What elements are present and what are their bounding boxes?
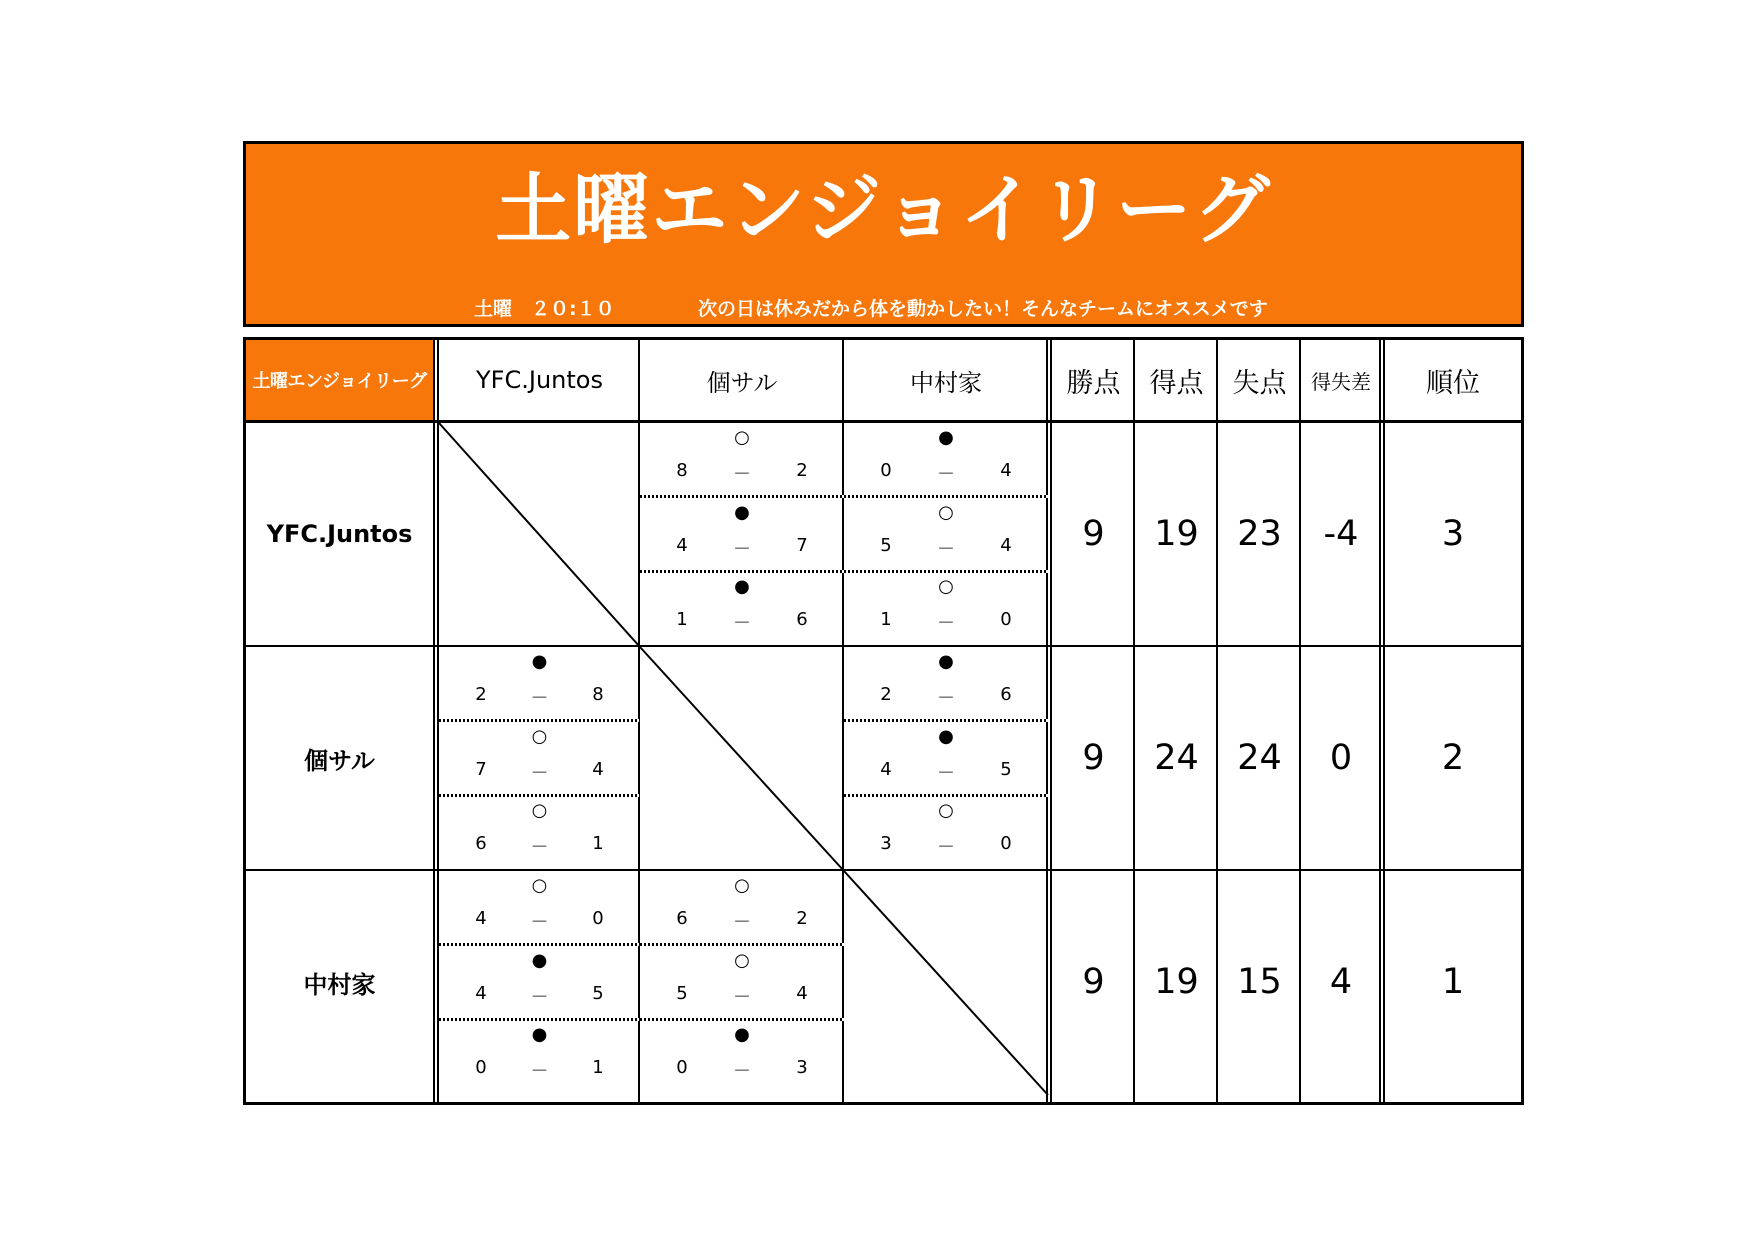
column-header-stat: 順位 bbox=[1426, 367, 1480, 399]
score-dash: － bbox=[733, 538, 751, 560]
column-header-stat: 勝点 bbox=[1066, 367, 1121, 399]
score-dash: － bbox=[530, 912, 549, 933]
match-result bbox=[640, 423, 844, 498]
score-home: 2 bbox=[880, 684, 892, 705]
match-score bbox=[439, 908, 640, 934]
goals-for-value: 19 bbox=[1154, 962, 1199, 1002]
match-result bbox=[439, 946, 640, 1021]
score-dash: － bbox=[937, 538, 955, 560]
match-result bbox=[439, 871, 640, 946]
score-home: 5 bbox=[676, 982, 688, 1004]
result-mark: ● bbox=[938, 725, 954, 747]
match-result bbox=[640, 871, 844, 946]
match-score bbox=[640, 983, 844, 1009]
points-value: 9 bbox=[1082, 738, 1105, 778]
score-away: 5 bbox=[1000, 758, 1012, 780]
result-mark: ● bbox=[734, 501, 750, 523]
goals-against-value: 15 bbox=[1237, 962, 1282, 1002]
result-mark: ○ bbox=[938, 501, 954, 523]
match-score bbox=[640, 460, 844, 486]
rank-value: 1 bbox=[1441, 962, 1465, 1002]
league-banner bbox=[243, 141, 1524, 327]
match-result bbox=[640, 498, 844, 573]
score-dash: － bbox=[733, 464, 751, 485]
score-dash: － bbox=[937, 688, 955, 709]
score-home: 6 bbox=[475, 833, 487, 854]
match-score bbox=[640, 535, 844, 561]
rank-value: 3 bbox=[1441, 514, 1465, 554]
score-home: 4 bbox=[676, 534, 688, 556]
match-score bbox=[640, 908, 844, 934]
goals-for-value: 19 bbox=[1154, 514, 1199, 554]
score-home: 6 bbox=[676, 908, 688, 929]
score-home: 2 bbox=[475, 684, 487, 705]
score-home: 7 bbox=[475, 758, 487, 780]
self-match-diagonal bbox=[640, 647, 844, 871]
score-dash: － bbox=[937, 613, 955, 634]
score-away: 0 bbox=[592, 908, 604, 929]
score-away: 4 bbox=[1000, 534, 1012, 556]
score-away: 5 bbox=[592, 982, 604, 1004]
match-result bbox=[439, 647, 640, 722]
result-mark: ○ bbox=[938, 800, 954, 821]
match-score bbox=[844, 833, 1048, 859]
score-dash: － bbox=[733, 1061, 751, 1082]
match-result bbox=[439, 722, 640, 797]
standings-table bbox=[243, 337, 1524, 1105]
score-home: 0 bbox=[880, 460, 892, 481]
match-score bbox=[844, 609, 1048, 635]
goals-for-value: 24 bbox=[1154, 738, 1199, 778]
match-result bbox=[844, 647, 1048, 722]
result-mark: ● bbox=[531, 651, 548, 672]
match-score bbox=[844, 759, 1048, 785]
score-away: 6 bbox=[1000, 684, 1012, 705]
match-score bbox=[844, 535, 1048, 561]
score-away: 8 bbox=[592, 684, 604, 705]
score-dash: － bbox=[530, 1061, 549, 1082]
row-team-name: YFC.Juntos bbox=[266, 520, 413, 548]
match-result bbox=[844, 796, 1048, 871]
score-dash: － bbox=[733, 613, 751, 634]
result-mark: ○ bbox=[938, 576, 954, 597]
score-dash: － bbox=[937, 464, 955, 485]
score-dash: － bbox=[530, 986, 549, 1008]
self-match-diagonal bbox=[844, 871, 1048, 1095]
match-result bbox=[640, 572, 844, 647]
match-result bbox=[640, 946, 844, 1021]
score-away: 4 bbox=[592, 758, 604, 780]
score-dash: － bbox=[530, 688, 549, 709]
match-score bbox=[439, 833, 640, 859]
score-away: 4 bbox=[796, 982, 808, 1004]
score-away: 0 bbox=[1000, 609, 1012, 630]
result-mark: ● bbox=[734, 1024, 750, 1045]
score-away: 4 bbox=[1000, 460, 1012, 481]
score-away: 1 bbox=[592, 1057, 604, 1078]
rank-value: 2 bbox=[1441, 738, 1465, 778]
score-dash: － bbox=[530, 837, 549, 858]
goal-diff-value: -4 bbox=[1323, 514, 1359, 554]
score-home: 0 bbox=[676, 1057, 688, 1078]
result-mark: ○ bbox=[734, 949, 750, 971]
score-dash: － bbox=[937, 837, 955, 858]
goals-against-value: 24 bbox=[1237, 738, 1282, 778]
score-dash: － bbox=[530, 762, 549, 784]
result-mark: ○ bbox=[531, 875, 548, 896]
column-header-team: YFC.Juntos bbox=[476, 366, 603, 394]
score-home: 1 bbox=[676, 609, 688, 630]
column-header-team: 個サル bbox=[706, 368, 778, 397]
match-score bbox=[640, 1057, 844, 1083]
match-score bbox=[844, 684, 1048, 710]
corner-label: 土曜エンジョイリーグ bbox=[246, 340, 433, 420]
points-value: 9 bbox=[1082, 514, 1105, 554]
goals-against-value: 23 bbox=[1237, 514, 1282, 554]
result-mark: ○ bbox=[734, 427, 750, 448]
score-dash: － bbox=[733, 986, 751, 1008]
points-value: 9 bbox=[1082, 962, 1105, 1002]
score-dash: － bbox=[733, 912, 751, 933]
score-home: 0 bbox=[475, 1057, 487, 1078]
score-away: 0 bbox=[1000, 833, 1012, 854]
match-score bbox=[439, 983, 640, 1009]
result-mark: ○ bbox=[531, 725, 548, 747]
score-away: 7 bbox=[796, 534, 808, 556]
score-away: 2 bbox=[796, 460, 808, 481]
match-score bbox=[439, 759, 640, 785]
score-away: 1 bbox=[592, 833, 604, 854]
match-score bbox=[439, 1057, 640, 1083]
score-away: 6 bbox=[796, 609, 808, 630]
league-schedule: 土曜 ２０:１０ bbox=[474, 298, 615, 320]
match-result bbox=[439, 796, 640, 871]
league-title: 土曜エンジョイリーグ bbox=[495, 165, 1272, 254]
column-header-stat: 失点 bbox=[1232, 367, 1287, 399]
match-score bbox=[439, 684, 640, 710]
match-result bbox=[844, 572, 1048, 647]
score-home: 8 bbox=[676, 460, 688, 481]
result-mark: ● bbox=[938, 427, 954, 448]
match-result bbox=[844, 498, 1048, 573]
match-result bbox=[439, 1020, 640, 1095]
match-result bbox=[844, 423, 1048, 498]
result-mark: ● bbox=[734, 576, 750, 597]
score-home: 1 bbox=[880, 609, 892, 630]
self-match-diagonal bbox=[439, 423, 640, 647]
match-result bbox=[844, 722, 1048, 797]
result-mark: ○ bbox=[531, 800, 548, 821]
result-mark: ● bbox=[938, 651, 954, 672]
score-away: 2 bbox=[796, 908, 808, 929]
score-dash: － bbox=[937, 762, 955, 784]
score-home: 4 bbox=[880, 758, 892, 780]
result-mark: ● bbox=[531, 949, 548, 971]
row-team-name: 中村家 bbox=[303, 970, 376, 999]
match-score bbox=[640, 609, 844, 635]
score-home: 4 bbox=[475, 982, 487, 1004]
score-home: 4 bbox=[475, 908, 487, 929]
column-header-stat: 得失差 bbox=[1311, 369, 1371, 394]
league-slogan: 次の日は休みだから体を動かしたい！そんなチームにオススメです bbox=[698, 298, 1268, 320]
column-header-team: 中村家 bbox=[910, 368, 982, 397]
row-team-name: 個サル bbox=[304, 746, 375, 775]
result-mark: ● bbox=[531, 1024, 548, 1045]
score-home: 3 bbox=[880, 833, 892, 854]
goal-diff-value: 4 bbox=[1329, 962, 1353, 1002]
result-mark: ○ bbox=[734, 875, 750, 896]
column-header-stat: 得点 bbox=[1149, 367, 1204, 399]
score-away: 3 bbox=[796, 1057, 808, 1078]
match-score bbox=[844, 460, 1048, 486]
match-result bbox=[640, 1020, 844, 1095]
goal-diff-value: 0 bbox=[1329, 738, 1353, 778]
score-home: 5 bbox=[880, 534, 892, 556]
